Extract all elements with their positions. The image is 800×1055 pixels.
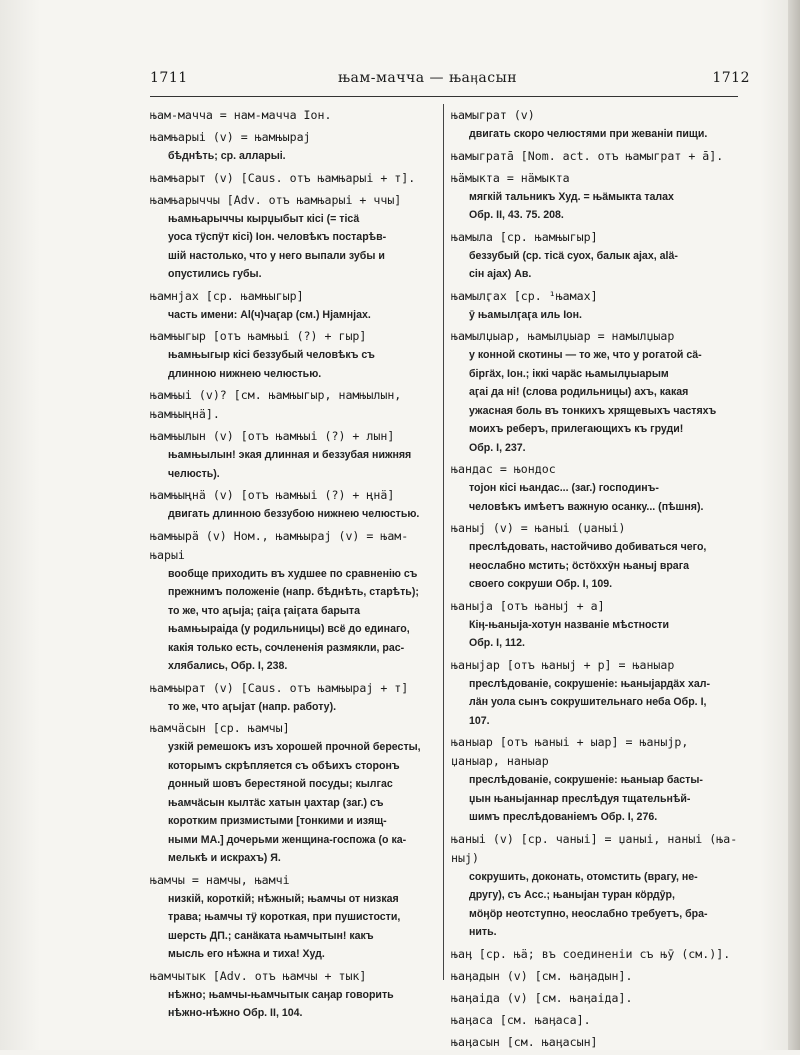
entry-headword: њаӊадын (v) [см. њаӊадын]. [451, 968, 633, 983]
right-column [451, 106, 741, 1055]
entry-gloss: то же, что аӷыја; ӷаіӷа ӷаіӷата барыта [168, 604, 360, 617]
entry-gloss: уоса тӱспӱт кісі) Іон. человѣкъ постарѣв- [168, 231, 387, 243]
entry-gloss: трава; њамчы тӱ короткая, при пушистости, [168, 911, 401, 923]
dictionary-entry [451, 597, 741, 653]
left-column [150, 106, 438, 1026]
dictionary-entry [150, 191, 438, 284]
entry-headword: њамыграт (v) [451, 108, 535, 122]
entry-gloss: 107. [469, 714, 490, 727]
entry-gloss: челюсть). [168, 467, 220, 480]
entry-gloss: у конной скотины — то же, что у рогатой сä- [469, 349, 702, 361]
entry-gloss: шерсть ДП.; санäката њамчытын! какъ [168, 929, 374, 942]
entry-gloss: другу), съ Acc.; њаныјан туран кöрдӯр, [469, 889, 675, 901]
entry-gloss: сін ајах) Ав. [469, 268, 532, 280]
entry-gloss: двигать длинною беззубою нижнею челюстью. [168, 508, 420, 520]
entry-headword: њамнјах [ср. њамњыгыр] [150, 288, 304, 303]
entry-gloss: нить. [469, 926, 497, 938]
entry-gloss: человѣкъ имѣетъ важную осанку... (пѣшня). [469, 500, 704, 513]
dictionary-entry [150, 719, 438, 868]
entry-headword: њамњарыі (v) = њамњырај [150, 130, 311, 144]
dictionary-entry [150, 287, 438, 325]
dictionary-entry [150, 106, 438, 125]
page-number-left: 1711 [150, 70, 188, 86]
entry-gloss: опустились губы. [168, 268, 262, 280]
entry-headword: њаныја [отъ њаныј + а] [451, 598, 605, 613]
dictionary-entry [150, 967, 438, 1023]
entry-gloss: мöӊӧр неотступно, неослабно требуетъ, бра- [469, 907, 708, 920]
entry-gloss: моихъ реберъ, прилегающихъ къ груди! [469, 423, 684, 435]
entry-gloss: беззубый (ср. тісä суох, балык ајах, аlä- [469, 249, 678, 262]
entry-gloss: преслѣдовать, настойчиво добиваться чего, [469, 541, 707, 553]
entry-gloss: мысль его нѣжна и тиха! Худ. [168, 948, 325, 960]
entry-gloss: прежнимъ положеніе (напр. бѣднѣть, старѣть); [168, 586, 419, 598]
entry-gloss: неослабно мстить; öстöххӯн њаныј врага [469, 559, 689, 572]
entry-headword: њаӊасын [см. њаӊасын] [451, 1034, 598, 1049]
entry-gloss: низкій, короткій; нѣжный; њамчы от низкая [168, 892, 399, 905]
entry-gloss: Обр. I, 112. [469, 637, 526, 649]
dictionary-entry [451, 830, 741, 942]
dictionary-entry [451, 460, 741, 516]
entry-gloss: нѣжно-нѣжно Обр. II, 104. [168, 1007, 303, 1019]
dictionary-entry [150, 527, 438, 676]
entry-headword: њамњыңнä (v) [отъ њамњыі (?) + ңнä] [150, 488, 395, 502]
entry-headword: њаныјар [отъ њаныј + р] = њаныар [451, 657, 675, 672]
entry-headword: њаныар [отъ њаныі + ыар] = њаныјр, [451, 735, 689, 749]
dictionary-entry [150, 486, 438, 524]
entry-gloss: шій настолько, что у него выпали зубы и [168, 249, 385, 262]
entry-gloss: вообще приходить въ худшее по сравненію съ [168, 567, 418, 580]
entry-gloss: аӷаі да ні! (слова родильницы) ахъ, какая [469, 386, 689, 398]
dictionary-entry [451, 1011, 741, 1030]
entry-headword: њаӊ [ср. њä; въ соединеніи съ њӯ (см.)]. [451, 946, 731, 961]
entry-gloss: сокрушить, доконать, отомстить (врагу, не- [469, 870, 698, 883]
entry-gloss: двигать скоро челюстями при жеваніи пищи. [469, 128, 708, 140]
entry-headword: њамчы = намчы, њамчі [150, 872, 290, 887]
dictionary-entry [451, 106, 741, 144]
dictionary-entry [150, 679, 438, 717]
entry-gloss: шимъ преслѣдованіемъ Обр. I, 276. [469, 811, 658, 823]
entry-headword: њамыла [ср. њамњыгыр] [451, 229, 598, 244]
entry-gloss: ужасная боль въ тонкихъ хрящевыхъ частяхъ [469, 404, 717, 417]
entry-headword: њамылџыар, њамылџыар = намылџыар [451, 329, 675, 343]
dictionary-entry [451, 327, 741, 457]
dictionary-entry [451, 945, 741, 964]
book-spine-shadow [788, 0, 800, 1050]
entry-headword: њамчытык [Adv. отъ њамчы + тык] [150, 968, 367, 983]
entry-headword: њаныј (v) = њаныі (џаныі) [451, 521, 626, 535]
entry-headword: њамчäсын [ср. њамчы] [150, 721, 290, 735]
entry-headword: њамњырат (v) [Caus. отъ њамњырај + т] [150, 680, 409, 695]
entry-gloss: Обр. II, 43. 75. 208. [469, 209, 564, 221]
entry-gloss: часть имени: Al(ч)чаӷар (см.) Нјамнјах. [168, 308, 371, 321]
entry-gloss: Кіӊ-њаныја-хотун названіе мѣстности [469, 618, 669, 631]
entry-headword: њамњыңнä]. [150, 407, 220, 421]
entry-gloss: бѣднѣть; ср. алларыі. [168, 150, 286, 162]
entry-headword: њаӊаіда (v) [см. њаӊаіда]. [451, 990, 633, 1005]
dictionary-entry [451, 169, 741, 225]
dictionary-entry [150, 871, 438, 964]
entry-headword: њамњыгыр [отъ њамњыі (?) + гыр] [150, 329, 367, 343]
dictionary-entry [150, 427, 438, 483]
entry-gloss: преслѣдованіе, сокрушеніе: њаныјардäх хал- [469, 677, 711, 690]
entry-gloss: длинною нижнею челюстью. [168, 367, 322, 380]
column-divider [443, 104, 444, 980]
dictionary-entry [150, 169, 438, 188]
entry-headword: њандас = њондос [451, 462, 556, 476]
entry-headword: њарыі [150, 547, 185, 562]
entry-gloss: ными МА.] дочерьми женщина-госпожа (о ка- [168, 833, 407, 846]
entry-gloss: которымъ скрѣпляется съ обѣихъ сторонъ [168, 759, 400, 772]
dictionary-entry [451, 519, 741, 594]
dictionary-entry [451, 147, 741, 166]
entry-gloss: њамњыраіда (у родильницы) всё до единаго, [168, 623, 410, 635]
entry-gloss: узкій ремешокъ изъ хорошей прочной бересты, [168, 741, 421, 753]
entry-gloss: мелькѣ и искрахъ) Я. [168, 852, 281, 864]
running-title: њам-мачча — њаӊасын [338, 70, 518, 86]
entry-headword: њам-мачча = нам-мачча Іон. [150, 108, 332, 122]
entry-headword: њамњылын (v) [отъ њамњыі (?) + лын] [150, 429, 395, 443]
entry-gloss: то же, что аӷыјат (напр. работу). [168, 700, 337, 713]
page-number-right: 1712 [712, 70, 750, 86]
entry-gloss: њамчäсын кылтäс хатын џахтар (заг.) съ [168, 796, 384, 809]
entry-gloss: своего сокруши Обр. I, 109. [469, 578, 613, 590]
entry-headword: њамњарыт (v) [Caus. отъ њамњарыі + т]. [150, 170, 416, 185]
entry-gloss: хлябались, Обр. I, 238. [168, 660, 288, 672]
entry-gloss: мягкій тальникъ Худ. = њäмыкта талах [469, 190, 674, 203]
entry-headword: њäмыкта = нäмыкта [451, 170, 570, 185]
dictionary-entry [451, 733, 741, 827]
entry-gloss: нѣжно; њамчы-њамчытык саӊар говорить [168, 988, 394, 1001]
entry-gloss: њамњылын! экая длинная и беззубая нижняя [168, 449, 412, 461]
entry-gloss: џын њаныјаннар преслѣдуя тщательнѣй- [469, 792, 691, 805]
entry-gloss: донный шовъ берестяной посуды; кылгас [168, 778, 393, 790]
entry-gloss: преслѣдованіе, сокрушеніе: њаныар басты- [469, 774, 703, 786]
entry-headword: њаӊаса [см. њаӊаса]. [451, 1012, 591, 1027]
header-rule [150, 96, 738, 97]
entry-headword: њамњыі (v)? [см. њамњыгыр, намњылын, [150, 388, 402, 402]
entry-gloss: њамњыгыр кісі беззубый человѣкъ съ [168, 349, 375, 361]
entry-headword: њамыгратā [Nom. act. отъ њамыграт + ā]. [451, 148, 724, 163]
entry-gloss: коротким призмистыми [тонкими и изящ- [168, 815, 387, 827]
entry-gloss: Обр. I, 237. [469, 441, 526, 454]
entry-gloss: біргäх, Іон.; іккі чарäс њамылџыарым [469, 367, 669, 380]
dictionary-entry [451, 228, 741, 284]
dictionary-entry [150, 128, 438, 166]
dictionary-entry [150, 386, 438, 424]
page-header [150, 70, 750, 92]
entry-gloss: лäн уола сынъ сокрушительнаго неба Обр. I, [469, 696, 707, 708]
entry-headword: њамњырä (v) Ном., њамњырај (v) = њам- [150, 528, 409, 543]
dictionary-entry [451, 287, 741, 325]
entry-headword: њамњарыччы [Adv. отъ њамњарыі + ччы] [150, 192, 402, 207]
entry-gloss: тојон кісі њандас... (заг.) господинъ- [469, 482, 659, 494]
entry-headword: њаныі (v) [ср. чаныі] = џаныі, наныі (ња- [451, 831, 738, 846]
dictionary-entry [150, 327, 438, 383]
entry-gloss: њамњарыччы кырџыбыт кісі (= тісä [168, 212, 360, 225]
dictionary-entry [451, 656, 741, 731]
dictionary-entry [451, 1033, 741, 1052]
entry-gloss: какія только есть, сочлененія размякли, рас- [168, 641, 405, 654]
entry-headword: ныј) [451, 850, 479, 865]
entry-headword: њамылӷах [ср. ¹њамах] [451, 288, 598, 303]
dictionary-entry [451, 967, 741, 986]
entry-headword: џаныар, наныар [451, 754, 549, 768]
entry-gloss: ӯ њамылӷаӷа иль Іон. [469, 308, 582, 321]
dictionary-entry [451, 989, 741, 1008]
